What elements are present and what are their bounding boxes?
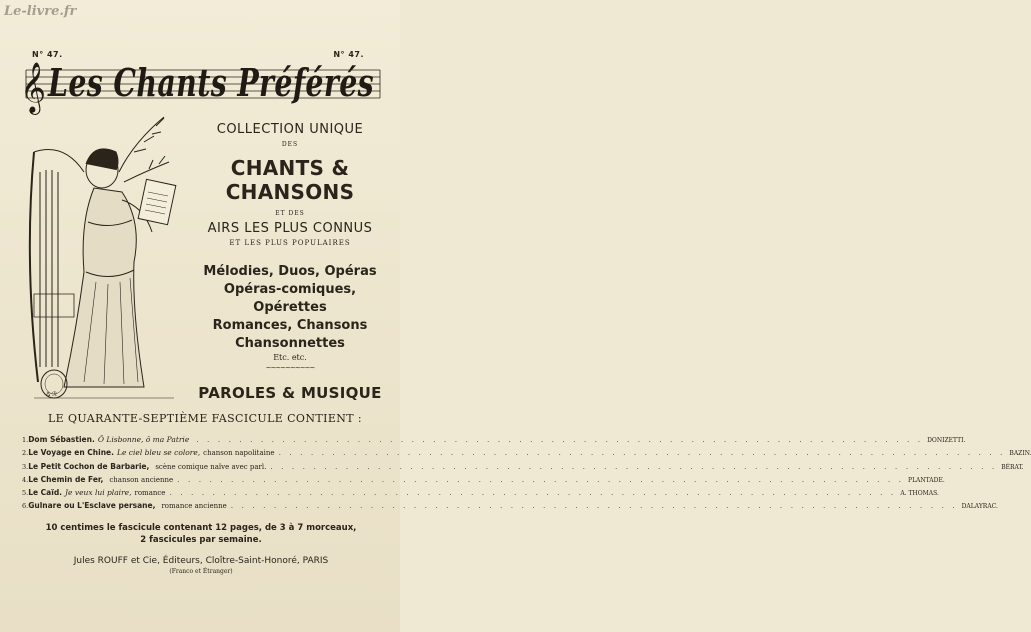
- collection-heading: COLLECTION UNIQUE: [216, 122, 364, 137]
- chants-heading: CHANTS & CHANSONS: [225, 156, 355, 204]
- populaires-line: ET LES PLUS POPULAIRES: [229, 239, 351, 247]
- dot-leader: [270, 461, 997, 473]
- dot-leader: [177, 474, 904, 486]
- masthead-title: Les Chants Préférés: [47, 60, 375, 105]
- frequency-line: 2 fascicules par semaine.: [140, 535, 262, 545]
- price-line: 10 centimes le fascicule contenant 12 pages, de 3 à 7 morceaux,: [45, 523, 357, 533]
- item-description: romance ancienne: [161, 502, 227, 511]
- subtitle-block: [190, 118, 390, 402]
- paroles-musique-heading: PAROLES & MUSIQUE: [198, 384, 382, 402]
- list-item: [22, 500, 998, 513]
- item-composer: PLANTADE.: [908, 476, 945, 484]
- contents-heading: LE QUARANTE-SEPTIÈME FASCICULE CONTIENT :: [47, 412, 363, 425]
- item-number: 4.: [22, 475, 29, 484]
- dot-leader: [279, 447, 1006, 459]
- genre-line: Romances, Chansons: [212, 318, 368, 333]
- item-description: romance: [134, 489, 166, 498]
- watermark: Le-livre.fr: [4, 4, 77, 19]
- item-title: Le Petit Cochon de Barbarie,: [28, 461, 150, 471]
- price-note: [18, 522, 384, 546]
- item-description: chanson ancienne: [109, 475, 174, 484]
- genre-line: Opéras-comiques, Opérettes: [223, 282, 357, 315]
- list-item: [22, 447, 1031, 460]
- item-subtitle: Je veux lui plaire,: [65, 488, 132, 498]
- item-number: 5.: [22, 489, 29, 498]
- genres-list: [190, 263, 390, 353]
- et-des-connector: ET DES: [275, 210, 305, 217]
- list-item: [22, 434, 966, 447]
- airs-heading: AIRS LES PLUS CONNUS: [207, 221, 373, 236]
- list-item: [22, 487, 939, 500]
- issue-number-right: N° 47.: [333, 50, 364, 59]
- item-number: 6.: [22, 502, 29, 511]
- item-title: Le Voyage en Chine.: [28, 448, 114, 458]
- list-item: [22, 474, 945, 487]
- genre-line: Chansonnettes: [235, 336, 345, 351]
- publisher-line: Jules ROUFF et Cie, Éditeurs, Cloître-Saint-Honoré, PARIS: [73, 556, 329, 566]
- item-title: Le Caïd.: [28, 488, 63, 498]
- franco-line: (Franco et Étranger): [169, 568, 233, 575]
- dot-leader: [231, 500, 958, 512]
- dot-leader: [196, 434, 923, 446]
- treble-clef-icon: 𝄞: [20, 62, 47, 113]
- genre-line: Mélodies, Duos, Opéras: [203, 264, 377, 279]
- ornament-divider: ~~~~~~~~~~: [265, 364, 315, 372]
- dot-leader: [169, 487, 896, 499]
- singer-illustration: [24, 112, 194, 412]
- item-composer: A. THOMAS.: [900, 490, 939, 498]
- issue-number-left: N° 47.: [32, 50, 63, 59]
- item-title: Dom Sébastien.: [28, 435, 95, 444]
- item-composer: DONIZETTI.: [927, 437, 966, 444]
- item-subtitle: Ô Lisbonne, ô ma Patrie: [97, 435, 190, 444]
- item-number: 1.: [22, 436, 29, 444]
- item-number: 2.: [22, 449, 29, 458]
- des-connector: DES: [281, 141, 299, 148]
- etc-line: Etc. etc.: [273, 353, 307, 362]
- list-item: [22, 461, 1024, 474]
- item-composer: BÉRAT.: [1001, 463, 1024, 471]
- item-description: scène comique naïve avec parl.: [155, 462, 267, 471]
- contents-list: [22, 434, 1031, 514]
- item-composer: DALAYRAC.: [961, 503, 998, 511]
- artist-signature: Δ·ℛ: [46, 391, 57, 398]
- item-subtitle: Le ciel bleu se colore,: [116, 448, 201, 458]
- item-title: Le Chemin de Fer,: [28, 474, 104, 484]
- item-number: 3.: [22, 462, 29, 471]
- item-description: chanson napolitaine: [203, 449, 275, 458]
- item-composer: BAZIN.: [1009, 450, 1031, 458]
- masthead: [18, 52, 384, 113]
- item-title: Gulnare ou L'Esclave persane,: [28, 501, 156, 511]
